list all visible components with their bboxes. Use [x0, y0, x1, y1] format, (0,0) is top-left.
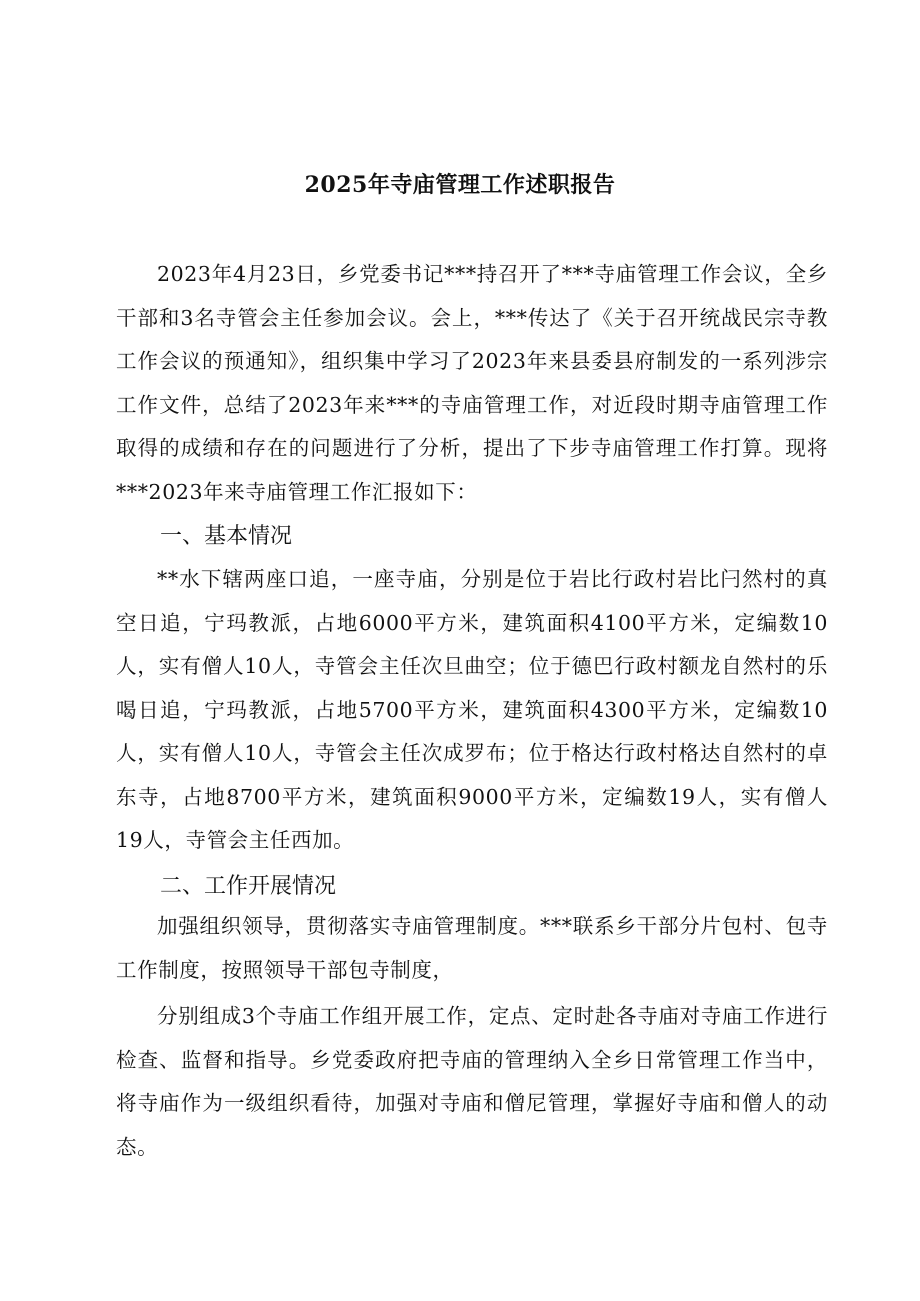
intro-paragraph: 2023年4月23日，乡党委书记***持召开了***寺庙管理工作会议，全乡干部和3名寺管会主任参加会议。会上，***传达了《关于召开统战民宗寺教工作会议的预通知》，组织集中学习了2023年来县委县府制发的一系列涉宗工作文件，总结了2023年来***的寺庙管理工作，对近段时期寺庙管理工作取得的成绩和存在的问题进行了分析，提出了下步寺庙管理工作打算。现将***2023年来寺庙管理工作汇报如下： — [116, 262, 828, 504]
section-heading-work: 二、工作开展情况 — [160, 874, 337, 899]
work-paragraph-2: 分别组成3个寺庙工作组开展工作，定点、定时赴各寺庙对寺庙工作进行检查、监督和指导。乡党委政府把寺庙的管理纳入全乡日常管理工作当中，将寺庙作为一级组织看待，加强对寺庙和僧尼管理，掌握好寺庙和僧人的动态。 — [116, 1004, 828, 1159]
work-paragraph-1: 加强组织领导，贯彻落实寺庙管理制度。***联系乡干部分片包村、包寺工作制度，按照领导干部包寺制度， — [116, 914, 828, 982]
section-heading-basic: 一、基本情况 — [160, 524, 293, 549]
document-title: 2025年寺庙管理工作述职报告 — [304, 172, 616, 198]
basic-info-paragraph: **水下辖两座口追，一座寺庙，分别是位于岩比行政村岩比闩然村的真空日追，宁玛教派，占地6000平方米，建筑面积4100平方米，定编数10人，实有僧人10人，寺管会主任次旦曲空；位于德巴行政村额龙自然村的乐喝日追，宁玛教派，占地5700平方米，建筑面积4300平方米，定编数10人，实有僧人10人，寺管会主任次成罗布；位于格达行政村格达自然村的卓东寺，占地8700平方米，建筑面积9000平方米，定编数19人，实有僧人19人，寺管会主任西加。 — [116, 567, 828, 852]
